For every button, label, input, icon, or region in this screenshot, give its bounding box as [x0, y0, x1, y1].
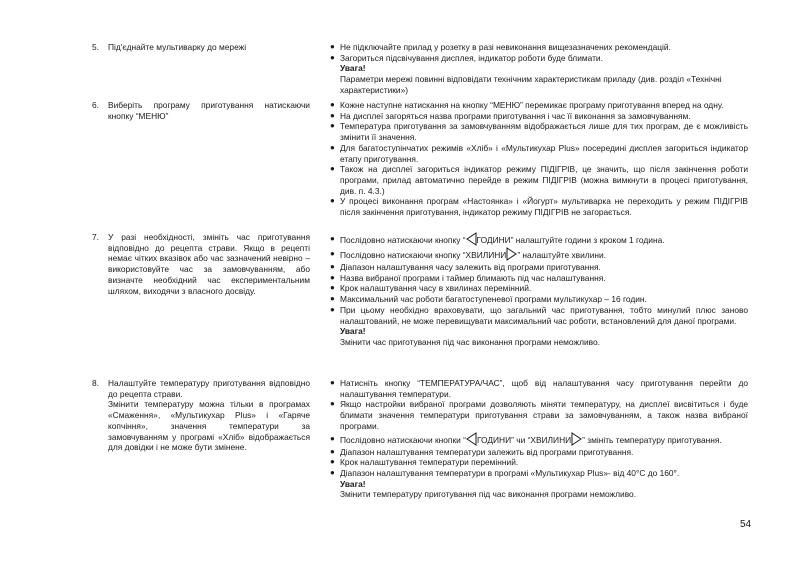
- arrow-left-icon: [466, 232, 477, 246]
- step-7: [92, 232, 310, 296]
- bullet-icon: ●: [330, 467, 335, 477]
- warning-text: Параметри мережі повинні відповідати технічним характеристикам приладу (див. розділ «Технічні характеристики»): [340, 74, 722, 95]
- warning-label: Увага!: [340, 326, 366, 337]
- list-item: ● Послідовно натискаючи кнопку “ ГОДИНИ” налаштуйте години з кроком 1 година.: [330, 234, 665, 245]
- bullet-icon: ●: [330, 283, 335, 293]
- step-number: 5.: [92, 42, 99, 52]
- step-number: 6.: [92, 100, 99, 110]
- list-item: ● Загориться підсвічування дисплея, індикатор роботи буде блимати.: [330, 52, 603, 63]
- warning-note: [330, 479, 748, 500]
- warning-note: [330, 63, 748, 95]
- step-text: Змінити температуру можна тільки в програмах «Смаження», «Мультикухар Plus» і «Гаряче копчіння», значення температури за замовчуванням у програмі «Хліб» відображається для довідки і не може бути змінене.: [108, 399, 310, 453]
- step-text: Під'єднайте мультиварку до мережі: [108, 42, 247, 52]
- bullet-icon: ●: [330, 378, 335, 387]
- step-number: 8.: [92, 378, 99, 388]
- list-item: ● Крок налаштування температури перемінний.: [330, 457, 519, 468]
- bullet-icon: ●: [330, 100, 335, 109]
- arrow-left-icon: [466, 432, 477, 446]
- step-number: 7.: [92, 232, 99, 242]
- bullet-icon: ●: [330, 304, 335, 314]
- list-item: ● Крок налаштування часу в хвилинах перемінний.: [330, 283, 532, 294]
- list-item: ● При цьому необхідно враховувати, що загальний час приготування, тобто минулий плюс заново налаштований, не може перевищувати максимальний час роботи, встановлений для даної програми.: [330, 304, 748, 326]
- bullet-icon: ●: [330, 42, 335, 51]
- step-text: Налаштуйте температуру приготування відповідно до рецепта страви.: [108, 378, 310, 399]
- step-text: Виберіть програму приготування натискаючи кнопку “МЕНЮ”: [108, 100, 310, 121]
- bullet-icon: ●: [330, 399, 335, 409]
- bullet-icon: ●: [330, 142, 335, 152]
- bullets-step-5: [330, 42, 748, 96]
- list-item: ● Температура приготування за замовчуванням відображається лише для тих програм, де є можливість змінити її значення.: [330, 121, 748, 143]
- bullet-icon: ●: [330, 164, 335, 174]
- bullet-icon: ●: [330, 52, 335, 62]
- bullet-icon: ●: [330, 234, 335, 243]
- list-item: ● Для багатоступінчатих режимів «Хліб» і «Мультикухар Plus» посередині дисплея загориться індикатор етапу приготування.: [330, 142, 748, 164]
- list-item: ● Діапазон налаштування температури в програмі «Мультикухар Plus»- від 40°C до 160°.: [330, 467, 680, 478]
- bullets-step-7: [330, 232, 748, 348]
- warning-note: [330, 326, 748, 347]
- list-item: ● У процесі виконання програм «Настоянка» і «Йогурт» мультиварка не переходить у режим ПІДІГРІВ після закінчення приготування, індикатор режиму ПІДІГРІВ не загорається.: [330, 196, 748, 218]
- list-item: ● На дисплеї загоряться назва програми приготування і час її виконання за замовчуванням.: [330, 110, 691, 121]
- list-item: ● Якщо настройки вибраної програми дозволяють міняти температуру, на дисплеї висвітиться і буде блимати значення температури приготування страви за замовчуванням, а також назва вибраної програми.: [330, 399, 748, 431]
- list-item: ● Кожне наступне натискання на кнопку “МЕНЮ” перемикає програму приготування вперед на одну.: [330, 100, 724, 110]
- step-5: [92, 42, 310, 53]
- bullet-icon: ●: [330, 262, 335, 271]
- bullet-icon: ●: [330, 433, 335, 443]
- step-8: [92, 378, 310, 453]
- warning-label: Увага!: [340, 478, 366, 489]
- warning-text: Змінити температуру приготування під час виконання програми неможливо.: [340, 489, 637, 500]
- bullet-icon: ●: [330, 272, 335, 282]
- bullets-step-6: [330, 100, 748, 218]
- bullet-icon: ●: [330, 457, 335, 467]
- list-item: ● Діапазон налаштування часу залежить від програми приготування.: [330, 262, 601, 272]
- bullet-icon: ●: [330, 121, 335, 131]
- step-text: У разі необхідності, змініть час приготування відповідно до рецепта страви. Якщо в рецепті немає чітких вказівок або час зазначений невірно – використовуйте час за замовчуванням, або визначте необхідний час експериментальним шляхом, виходячи з власного досвіду.: [108, 232, 310, 296]
- bullet-icon: ●: [330, 446, 335, 456]
- list-item: ● Послідовно натискаючи кнопки “ ГОДИНИ” чи “ХВИЛИНИ ” змініть температуру приготування.: [330, 433, 722, 445]
- warning-label: Увага!: [340, 63, 366, 74]
- list-item: ● Послідовно натискаючи кнопку “ХВИЛИНИ ” налаштуйте хвилини.: [330, 249, 607, 260]
- bullets-step-8: [330, 378, 748, 500]
- list-item: ● Назва вибраної програми і таймер блимають під час налаштування.: [330, 272, 606, 283]
- arrow-right-icon: [571, 432, 582, 446]
- page-number: 54: [740, 519, 752, 530]
- list-item: ● Максимальний час роботи багатоступеневої програми мультикухар – 16 годин.: [330, 294, 647, 305]
- list-item: ● Також на дисплеї загориться індикатор режиму ПІДІГРІВ, це значить, що після закінчення роботи програми, прилад автоматично перейде в режим ПІДІГРІВ (можна вимкнути в процесі приготування, див. п. 4.3.): [330, 164, 748, 196]
- bullet-icon: ●: [330, 294, 335, 304]
- list-item: ● Натисніть кнопку “ТЕМПЕРАТУРА/ЧАС”, щоб від налаштування часу приготування перейти до налаштування температури.: [330, 378, 748, 399]
- list-item: ● Не підключайте прилад у розетку в разі невиконання вищезазначених рекомендацій.: [330, 42, 671, 52]
- bullet-icon: ●: [330, 196, 335, 206]
- bullet-icon: ●: [330, 249, 335, 258]
- step-6: [92, 100, 310, 121]
- bullet-icon: ●: [330, 110, 335, 120]
- warning-text: Змінити час приготування під час виконання програми неможливо.: [340, 336, 600, 347]
- list-item: ● Діапазон налаштування температури залежить від програми приготування.: [330, 446, 634, 457]
- arrow-right-icon: [506, 247, 517, 261]
